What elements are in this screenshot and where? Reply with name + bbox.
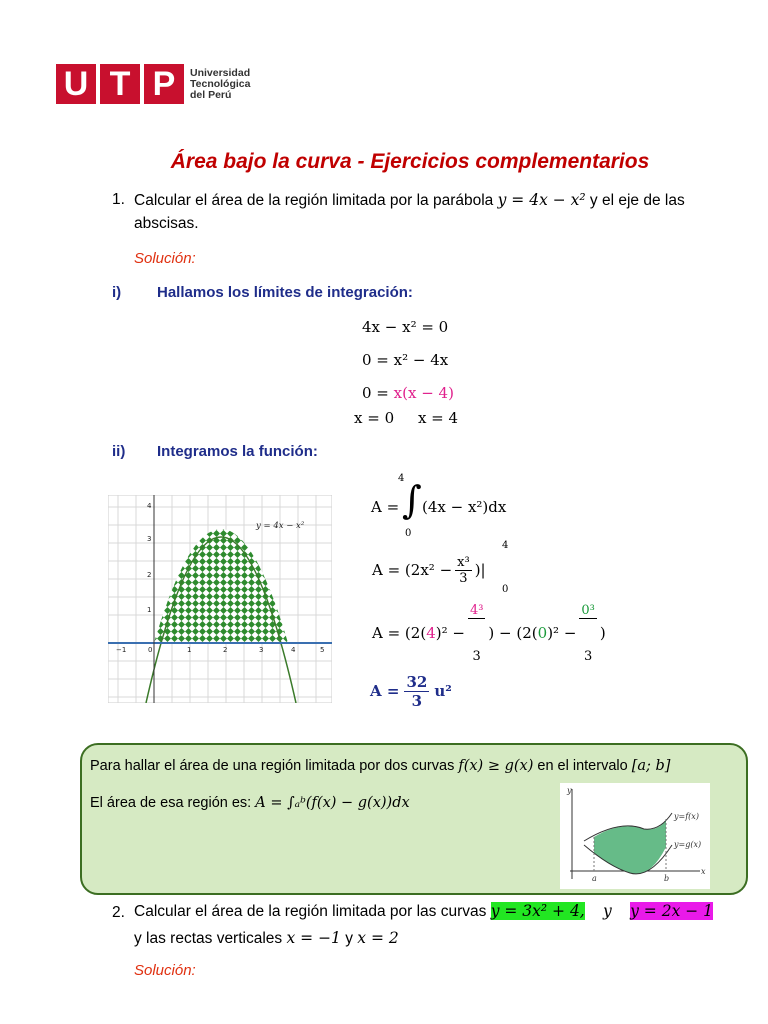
logo-line-2: Tecnológica xyxy=(190,78,251,90)
ev2-four: 4 xyxy=(426,624,436,642)
step2-number: ii) xyxy=(112,443,126,460)
result xyxy=(370,668,452,714)
logo-line-1: Universidad xyxy=(190,67,251,79)
integral-sign: ∫ xyxy=(402,478,422,522)
fig-y-label: y xyxy=(567,786,572,795)
page-title: Área bajo la curva - Ejercicios complementarios xyxy=(170,150,650,173)
ex1-text-b: y el eje de las xyxy=(589,192,685,209)
step1-label: Hallamos los límites de integración: xyxy=(157,284,413,301)
ev1-prefix: A = (2x² − xyxy=(372,561,453,579)
parabola-graph xyxy=(108,495,332,703)
ex2-text-a: Calcular el área de la región limitada por las curvas xyxy=(134,903,487,920)
note-line-2 xyxy=(90,795,410,811)
g-label: y=g(x) xyxy=(674,840,702,849)
y-tick-1: 1 xyxy=(147,606,152,614)
theory-note-box xyxy=(80,743,748,895)
eq-1: 4x − x² = 0 xyxy=(362,318,449,336)
eq-4: x = 0 x = 4 xyxy=(354,409,459,427)
result-unit: u² xyxy=(434,682,452,700)
result-prefix: A = xyxy=(370,682,400,700)
ex2-number: 2. xyxy=(112,904,125,921)
integral-body: (4x − x²)dx xyxy=(422,498,507,516)
x-tick-1: 1 xyxy=(187,646,192,654)
fig-x-label: x xyxy=(701,867,706,876)
result-fraction xyxy=(404,673,429,710)
integral-lower: 0 xyxy=(405,528,412,539)
ex2-text-b: y las rectas verticales xyxy=(134,930,283,947)
note-line1-text-b: en el intervalo xyxy=(537,758,628,774)
y-tick-4: 4 xyxy=(147,502,152,510)
x-tick-5: 5 xyxy=(320,646,325,654)
ev2-a: A = (2( xyxy=(372,624,427,642)
eq-3-factor: x(x − 4) xyxy=(393,384,454,402)
x-tick-2: 2 xyxy=(223,646,228,654)
eq-3-a: 0 = xyxy=(362,384,389,402)
logo-letter-p: P xyxy=(144,64,184,104)
step1-number: i) xyxy=(112,284,122,301)
x-tick-0: 0 xyxy=(148,646,153,654)
x-tick-4: 4 xyxy=(291,646,296,654)
ex1-text-c: abscisas. xyxy=(134,215,199,232)
ev1-lower: 0 xyxy=(502,584,509,595)
fig-b-label: b xyxy=(664,874,670,883)
f-label: y=f(x) xyxy=(674,812,699,821)
ex1-statement xyxy=(134,191,734,210)
x-tick-neg1: −1 xyxy=(116,646,127,654)
ev1-upper: 4 xyxy=(502,540,509,551)
ev2-c: ) − (2( xyxy=(488,624,538,642)
x-tick-3: 3 xyxy=(259,646,264,654)
logo-name xyxy=(190,68,250,101)
ex1-equation: y = 4x − x² xyxy=(497,191,586,209)
ex1-text-a: Calcular el área de la región limitada por la parábola xyxy=(134,192,494,209)
evaluation-2 xyxy=(372,602,606,664)
ex1-number: 1. xyxy=(112,191,125,208)
ev2-b: )² − xyxy=(435,624,465,642)
ex2-statement-2 xyxy=(134,929,399,948)
ev2-fraction-1 xyxy=(468,573,485,694)
integral-a-label: A = xyxy=(371,498,400,516)
logo-line-3: del Perú xyxy=(190,89,232,101)
eq-2: 0 = x² − 4x xyxy=(362,351,449,369)
ex2-statement xyxy=(134,902,754,921)
y-tick-2: 2 xyxy=(147,571,152,579)
ev1-denominator: 3 xyxy=(459,570,468,586)
ev2-e: ) xyxy=(599,624,606,642)
ev2-fraction-2 xyxy=(579,573,596,694)
y-tick-3: 3 xyxy=(147,535,152,543)
ev2-d: )² − xyxy=(547,624,577,642)
fig-a-label: a xyxy=(592,874,597,883)
ev2-numerator-1: 4³ xyxy=(469,602,484,618)
ex1-solution-label: Solución: xyxy=(134,250,196,267)
note-line1-interval: [a; b] xyxy=(631,758,671,774)
ex2-curve-a: y = 3x² + 4, xyxy=(490,902,585,920)
ex2-text-c: y xyxy=(345,930,353,947)
note-line1-eq: f(x) ≥ g(x) xyxy=(458,758,534,774)
ev2-denominator-2: 3 xyxy=(583,648,593,664)
result-numerator: 32 xyxy=(406,672,428,691)
ev2-denominator-1: 3 xyxy=(472,648,481,664)
ex2-solution-label: Solución: xyxy=(134,962,196,979)
ev1-numerator: x³ xyxy=(457,554,470,570)
eq-3 xyxy=(362,384,454,402)
ev2-numerator-2: 0³ xyxy=(581,602,595,618)
result-denominator: 3 xyxy=(411,691,423,710)
ex2-curve-b: y = 2x − 1 xyxy=(630,902,714,920)
ex2-line-c: x = −1 xyxy=(286,929,341,947)
note-line2-eq: A = ∫ₐᵇ(f(x) − g(x))dx xyxy=(255,795,410,811)
logo-letter-u: U xyxy=(56,64,96,104)
integral-upper: 4 xyxy=(398,473,405,484)
ev2-zero: 0 xyxy=(537,624,548,642)
logo-letter-t: T xyxy=(100,64,140,104)
note-line2-text: El área de esa región es: xyxy=(90,795,252,811)
note-line1-text-a: Para hallar el área de una región limitada por dos curvas xyxy=(90,758,455,774)
step2-label: Integramos la función: xyxy=(157,443,318,460)
ex2-conj: y xyxy=(603,902,612,920)
ev1-close: )| xyxy=(474,561,486,579)
two-curves-figure xyxy=(560,783,710,889)
graph-function-label: y = 4x − x² xyxy=(256,521,305,531)
note-line-1 xyxy=(90,758,740,774)
ex2-line-d: x = 2 xyxy=(357,929,399,947)
